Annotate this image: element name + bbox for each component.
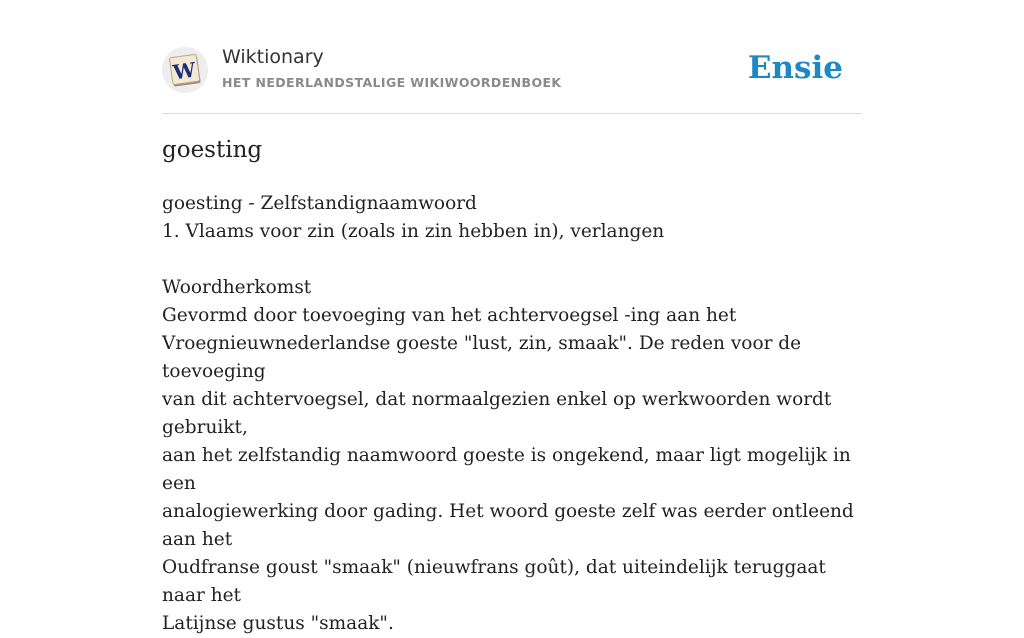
ensie-brand-link[interactable]: Ensie — [747, 50, 843, 86]
entry-content — [162, 190, 862, 638]
etymology-line: Latijnse gustus "smaak". — [162, 613, 394, 634]
svg-text:W: W — [171, 57, 198, 85]
header — [162, 0, 862, 114]
page — [162, 0, 862, 634]
etymology-line: Oudfranse goust "smaak" (nieuwfrans goût), dat uiteindelijk teruggaat naar het — [162, 557, 826, 606]
site-tagline: HET NEDERLANDSTALIGE WIKIWOORDENBOEK — [222, 75, 562, 90]
etymology-line: van dit achtervoegsel, dat normaalgezien enkel op werkwoorden wordt gebruikt, — [162, 389, 832, 438]
etymology-line: aan het zelfstandig naamwoord goeste is ongekend, maar ligt mogelijk in een — [162, 445, 851, 494]
part-of-speech-line: goesting - Zelfstandignaamwoord — [162, 193, 477, 214]
etymology-heading: Woordherkomst — [162, 277, 312, 298]
etymology-line: Gevormd door toevoeging van het achtervoegsel -ing aan het — [162, 305, 737, 326]
etymology-line: analogiewerking door gading. Het woord goeste zelf was eerder ontleend aan het — [162, 501, 854, 550]
etymology-line: Vroegnieuwnederlandse goeste "lust, zin, smaak". De reden voor de toevoeging — [162, 333, 802, 382]
wiktionary-logo-icon[interactable] — [162, 47, 208, 93]
page-title: goesting — [162, 137, 263, 163]
etymology-text — [162, 302, 862, 638]
site-name[interactable]: Wiktionary — [222, 46, 324, 68]
definition: 1. Vlaams voor zin (zoals in zin hebben in), verlangen — [162, 221, 665, 242]
